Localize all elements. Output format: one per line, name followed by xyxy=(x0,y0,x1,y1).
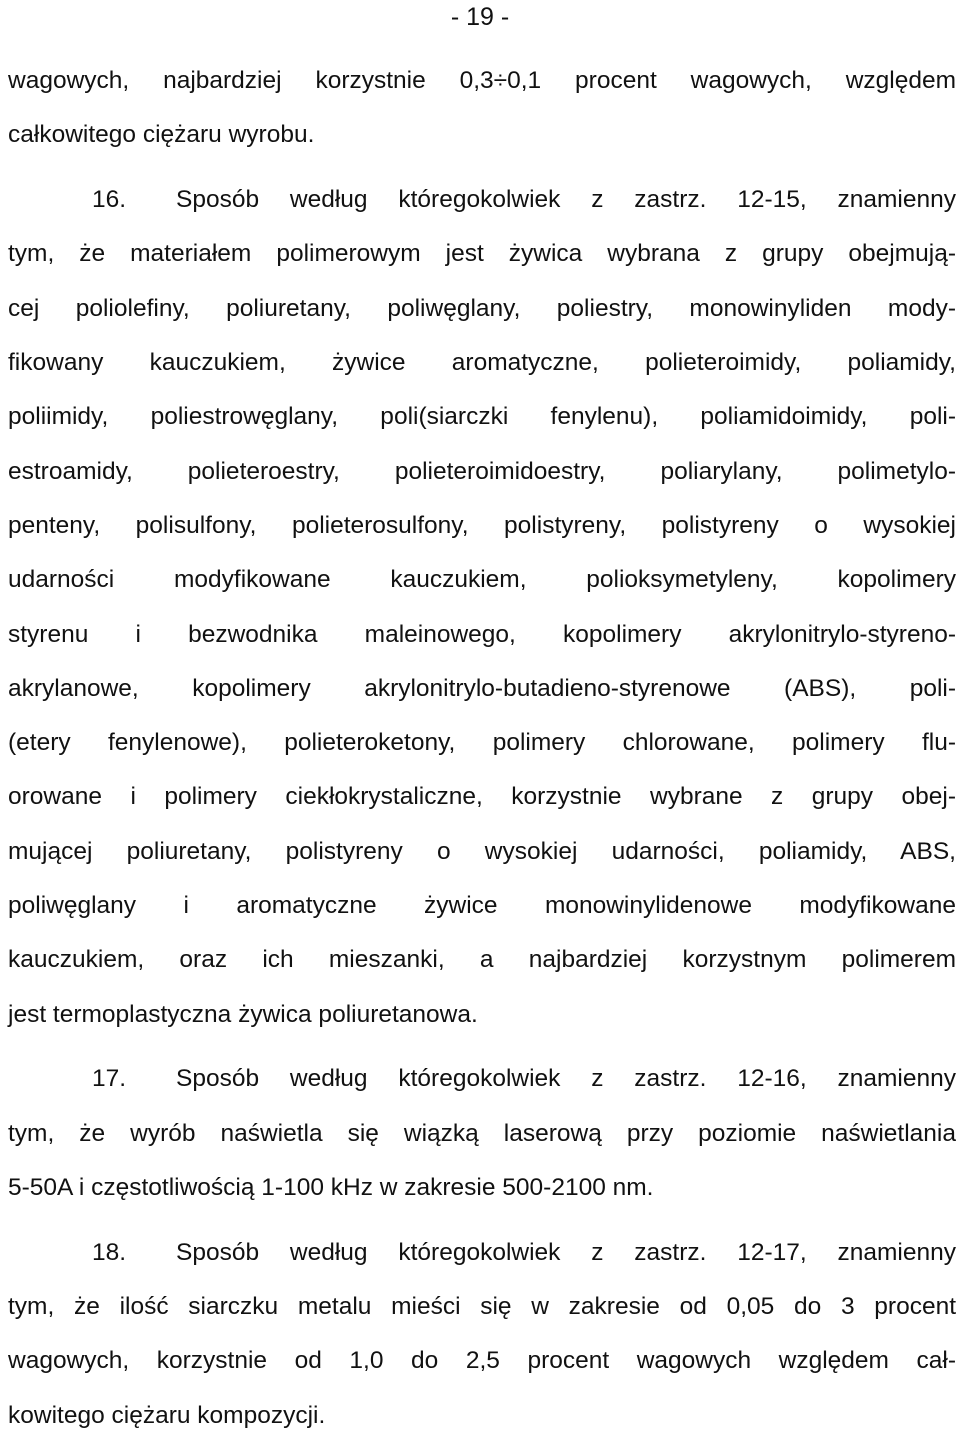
line-text: (etery fenylenowe), polieteroketony, polimery chlorowane, polimery flu- xyxy=(8,729,956,756)
text-line xyxy=(8,66,956,96)
line-text: jest termoplastyczna żywica poliuretanowa. xyxy=(8,1001,478,1028)
line-text: wagowych, korzystnie od 1,0 do 2,5 procent wagowych względem cał- xyxy=(8,1347,956,1374)
text-line xyxy=(8,782,956,812)
text-line xyxy=(8,1000,956,1030)
line-text: estroamidy, polieteroestry, polieteroimidoestry, poliarylany, polimetylo- xyxy=(8,458,956,485)
text-line xyxy=(8,728,956,758)
line-text: fikowany kauczukiem, żywice aromatyczne, polieteroimidy, poliamidy, xyxy=(8,349,956,376)
text-line xyxy=(8,891,956,921)
text-line xyxy=(8,1173,956,1203)
text-line xyxy=(8,945,956,975)
page-number: - 19 - xyxy=(450,3,510,31)
line-text: orowane i polimery ciekłokrystaliczne, korzystnie wybrane z grupy obej- xyxy=(8,783,956,810)
text-line xyxy=(8,565,956,595)
line-text: styrenu i bezwodnika maleinowego, kopolimery akrylonitrylo-styreno- xyxy=(8,621,956,648)
line-text: udarności modyfikowane kauczukiem, polioksymetyleny, kopolimery xyxy=(8,566,956,593)
line-text: tym, że ilość siarczku metalu mieści się w zakresie od 0,05 do 3 procent xyxy=(8,1293,956,1320)
text-line xyxy=(8,511,956,541)
line-text: kauczukiem, oraz ich mieszanki, a najbardziej korzystnym polimerem xyxy=(8,946,956,973)
line-text: mującej poliuretany, polistyreny o wysokiej udarności, poliamidy, ABS, xyxy=(8,838,956,865)
line-text: tym, że wyrób naświetla się wiązką laserową przy poziomie naświetlania xyxy=(8,1120,956,1147)
line-text: wagowych, najbardziej korzystnie 0,3÷0,1 procent wagowych, względem xyxy=(8,67,956,94)
line-text: cej poliolefiny, poliuretany, poliwęglany, poliestry, monowinyliden mody- xyxy=(8,295,956,322)
line-text: tym, że materiałem polimerowym jest żywica wybrana z grupy obejmują- xyxy=(8,240,956,267)
line-text: akrylanowe, kopolimery akrylonitrylo-butadieno-styrenowe (ABS), poli- xyxy=(8,675,956,702)
text-line xyxy=(8,1064,956,1094)
line-text: Sposób według któregokolwiek z zastrz. 12-16, znamienny xyxy=(176,1065,956,1092)
text-line xyxy=(8,457,956,487)
claim-number: 16. xyxy=(92,186,127,213)
text-line xyxy=(8,1238,956,1268)
text-line xyxy=(8,294,956,324)
text-line xyxy=(8,402,956,432)
text-line xyxy=(8,239,956,269)
line-text: 5-50A i częstotliwością 1-100 kHz w zakresie 500-2100 nm. xyxy=(8,1174,654,1201)
claim-number: 17. xyxy=(92,1065,127,1092)
line-text: całkowitego ciężaru wyrobu. xyxy=(8,121,315,148)
text-line xyxy=(8,1119,956,1149)
text-line xyxy=(8,1401,956,1431)
claim-number: 18. xyxy=(92,1239,127,1266)
text-line xyxy=(8,620,956,650)
line-text: Sposób według któregokolwiek z zastrz. 12-17, znamienny xyxy=(176,1239,956,1266)
line-text: poliimidy, poliestrowęglany, poli(siarczki fenylenu), poliamidoimidy, poli- xyxy=(8,403,956,430)
text-line xyxy=(8,348,956,378)
text-line xyxy=(8,1346,956,1376)
line-text: penteny, polisulfony, polieterosulfony, polistyreny, polistyreny o wysokiej xyxy=(8,512,956,539)
text-line xyxy=(8,674,956,704)
line-text: kowitego ciężaru kompozycji. xyxy=(8,1402,326,1429)
text-line xyxy=(8,1292,956,1322)
text-line xyxy=(8,837,956,867)
text-line xyxy=(8,185,956,215)
line-text: Sposób według któregokolwiek z zastrz. 12-15, znamienny xyxy=(176,186,956,213)
text-line xyxy=(8,120,956,150)
line-text: poliwęglany i aromatyczne żywice monowinylidenowe modyfikowane xyxy=(8,892,956,919)
